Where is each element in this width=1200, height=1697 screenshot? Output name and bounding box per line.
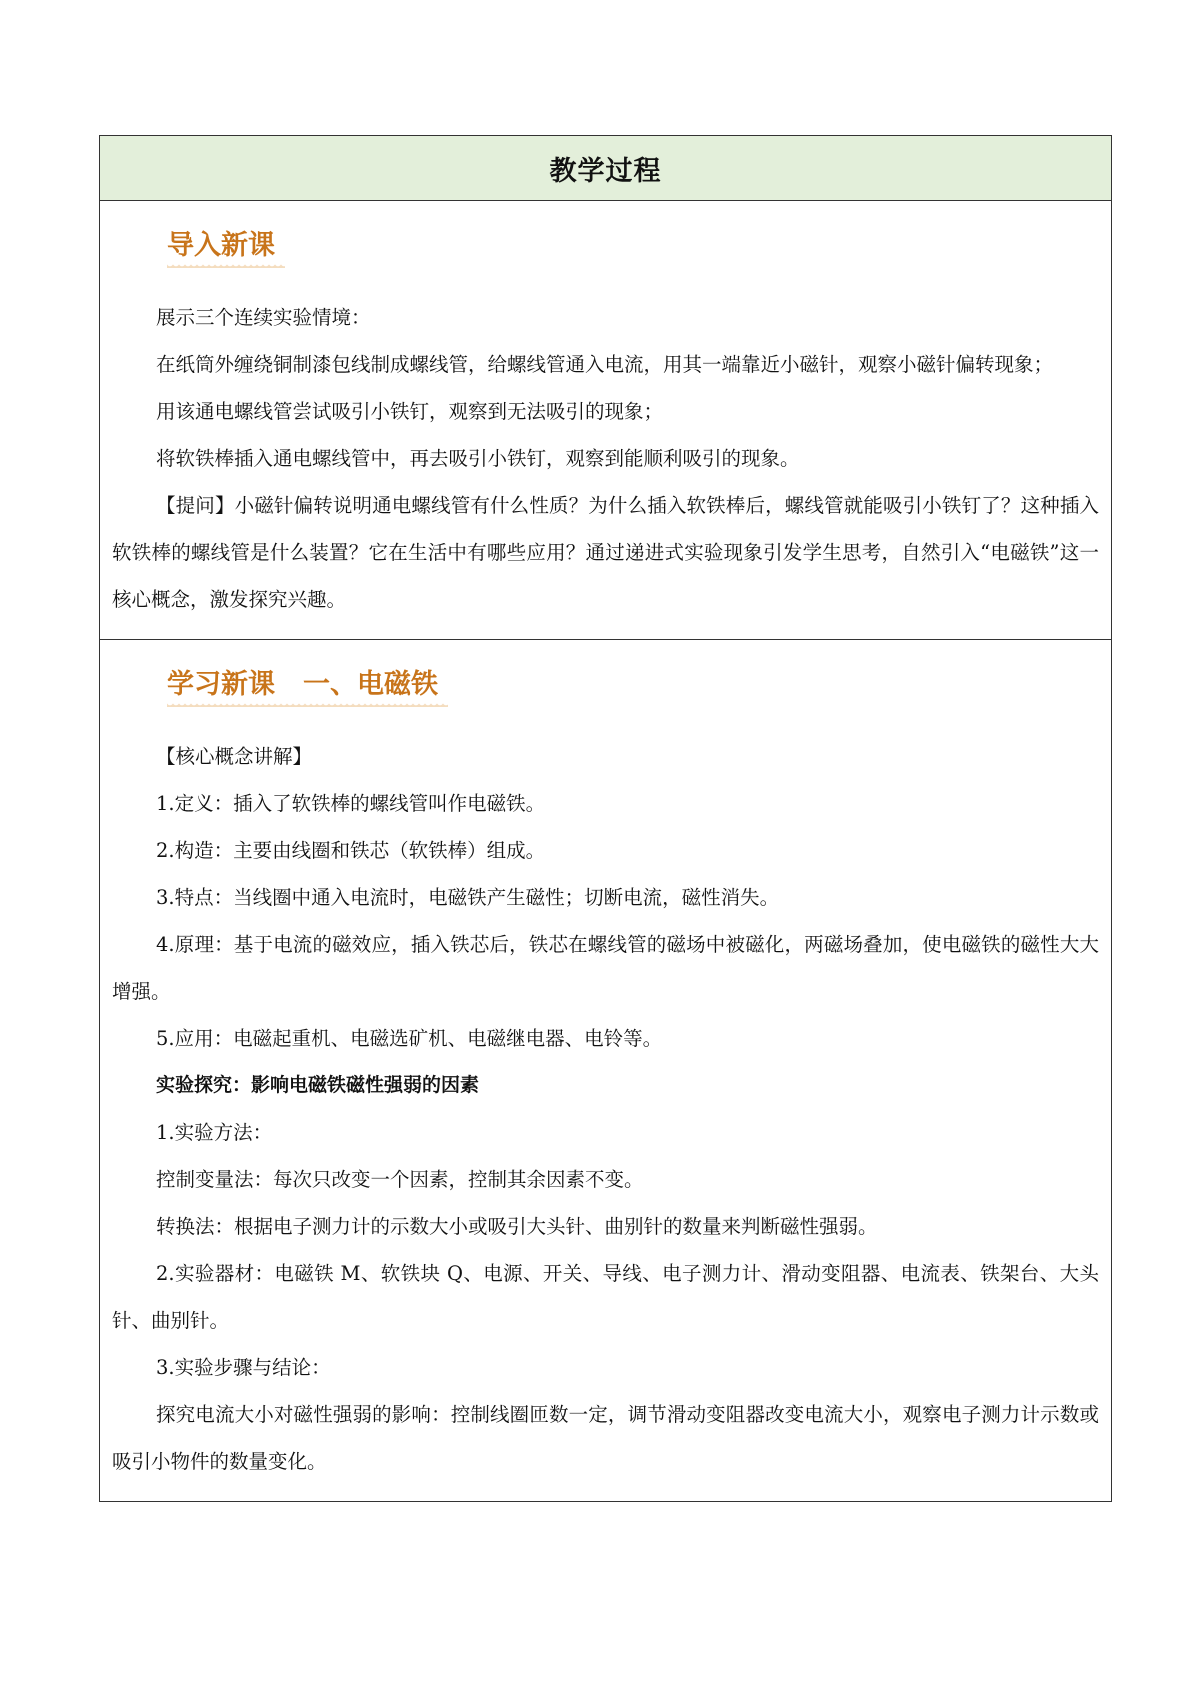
- experiment-item: 转换法：根据电子测力计的示数大小或吸引大头针、曲别针的数量来判断磁性强弱。: [156, 1215, 878, 1238]
- concept-item: 5.应用：电磁起重机、电磁选矿机、电磁继电器、电铃等。: [156, 1027, 663, 1050]
- section-intro: [100, 201, 1111, 639]
- intro-paragraph: 将软铁棒插入通电螺线管中，再去吸引小铁钉，观察到能顺利吸引的现象。: [156, 447, 800, 470]
- experiment-heading: 实验探究：影响电磁铁磁性强弱的因素: [156, 1074, 480, 1096]
- experiment-item: 1.实验方法：: [156, 1121, 273, 1144]
- intro-paragraph: 在纸筒外缠绕铜制漆包线制成螺线管，给螺线管通入电流，用其一端靠近小磁针，观察小磁针偏转现象；: [156, 353, 1054, 376]
- section-new-lesson-title-part2: 一、电磁铁: [303, 669, 438, 700]
- concept-item: 3.特点：当线圈中通入电流时，电磁铁产生磁性；切断电流，磁性消失。: [156, 886, 780, 909]
- section-new-lesson-title-part1: 学习新课: [167, 669, 275, 700]
- section-intro-title-text: 导入新课: [167, 230, 275, 261]
- section-new-lesson-title: [167, 662, 438, 707]
- concept-item: 4.原理：基于电流的磁效应，插入铁芯后，铁芯在螺线管的磁场中被磁化，两磁场叠加，使电磁铁的磁性大大增强。: [112, 933, 1099, 1003]
- experiment-item: 探究电流大小对磁性强弱的影响：控制线圈匝数一定，调节滑动变阻器改变电流大小，观察电子测力计示数或吸引小物件的数量变化。: [112, 1403, 1099, 1473]
- section-new-lesson: [100, 639, 1111, 1501]
- concept-item: 1.定义：插入了软铁棒的螺线管叫作电磁铁。: [156, 792, 546, 815]
- intro-paragraph: 用该通电螺线管尝试吸引小铁钉，观察到无法吸引的现象；: [156, 400, 664, 423]
- experiment-item: 2.实验器材：电磁铁 M、软铁块 Q、电源、开关、导线、电子测力计、滑动变阻器、电流表、铁架台、大头针、曲别针。: [112, 1262, 1099, 1332]
- concept-item: 2.构造：主要由线圈和铁芯（软铁棒）组成。: [156, 839, 546, 862]
- section-intro-title: [167, 223, 275, 268]
- experiment-item: 控制变量法：每次只改变一个因素，控制其余因素不变。: [156, 1168, 644, 1191]
- intro-paragraph: 展示三个连续实验情境：: [156, 306, 371, 329]
- concept-heading: 【核心概念讲解】: [156, 745, 313, 768]
- table-header-title: 教学过程: [549, 155, 662, 187]
- teaching-process-table: [99, 135, 1112, 1502]
- intro-question-paragraph: 【提问】小磁针偏转说明通电螺线管有什么性质？为什么插入软铁棒后，螺线管就能吸引小铁钉了？这种插入软铁棒的螺线管是什么装置？它在生活中有哪些应用？通过递进式实验现象引发学生思考，自然引入“电磁铁”这一核心概念，激发探究兴趣。: [112, 494, 1099, 611]
- experiment-item: 3.实验步骤与结论：: [156, 1356, 331, 1379]
- table-header: [100, 136, 1111, 201]
